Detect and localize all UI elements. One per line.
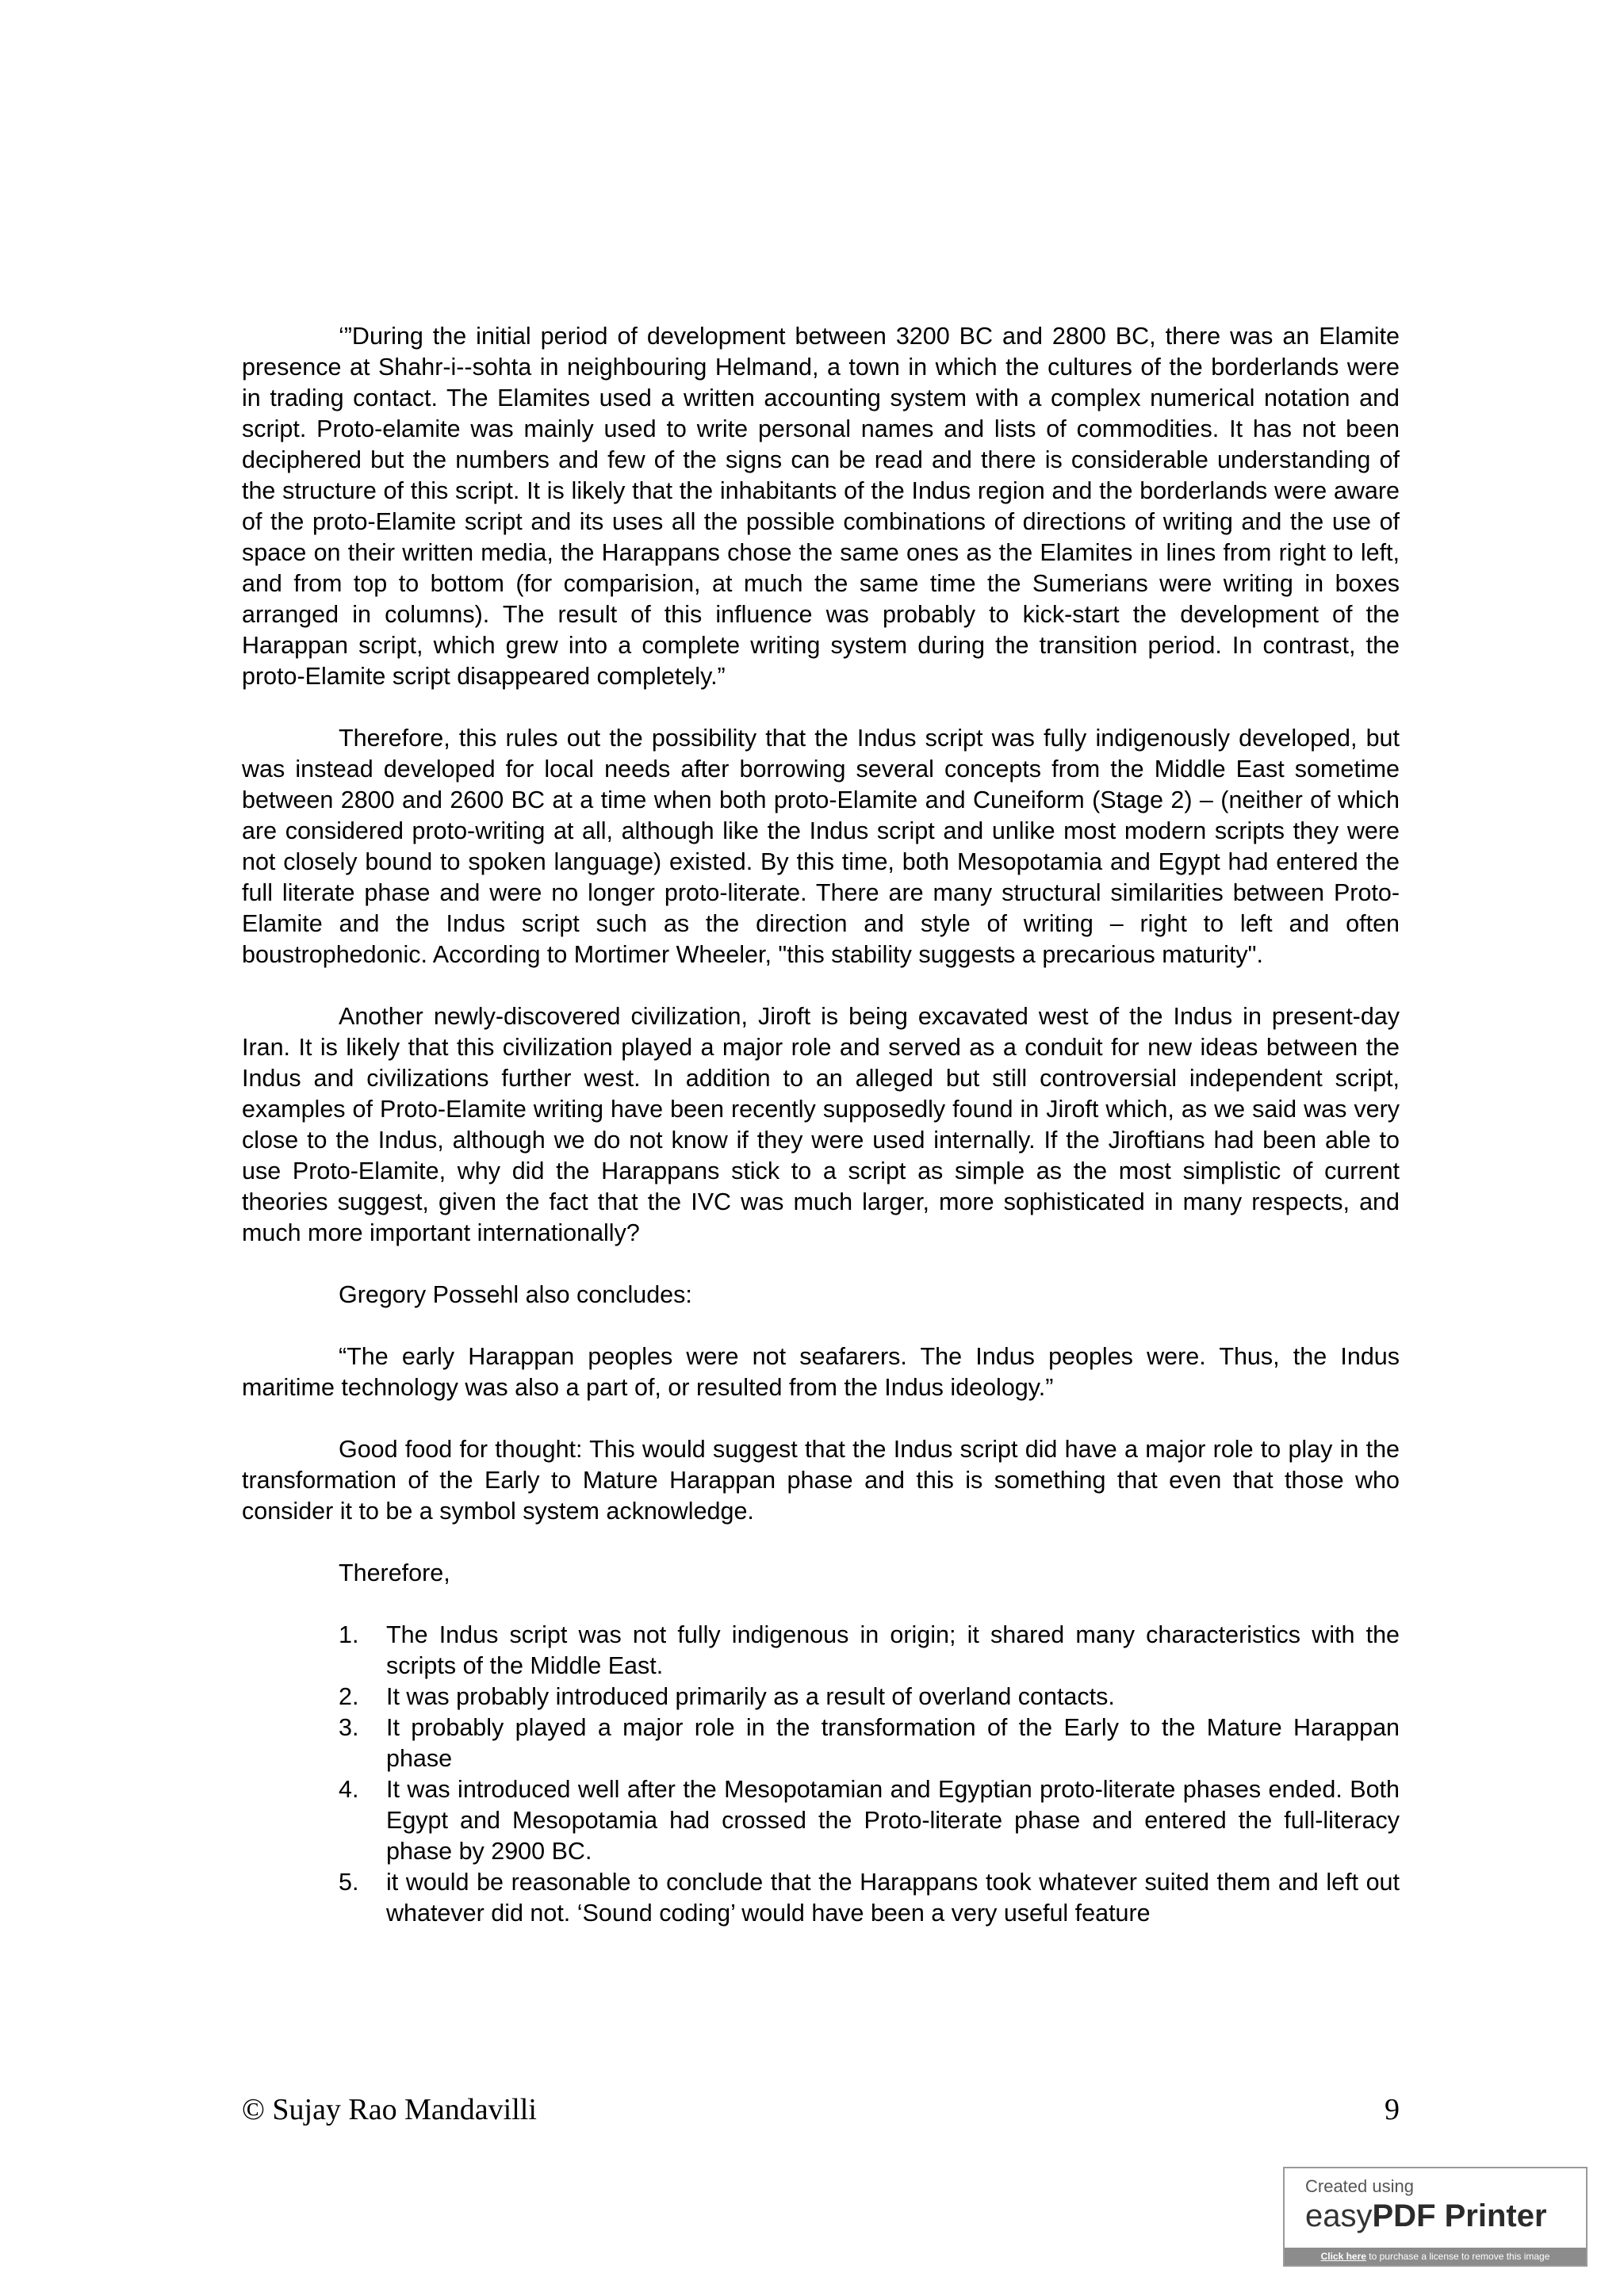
list-item-text: The Indus script was not fully indigenous in origin; it shared many characteristics with the scripts of the Middle East.: [386, 1621, 1400, 1679]
list-item-number: 5.: [339, 1869, 359, 1896]
list-item: [242, 1867, 1400, 1929]
paragraph-indigenous-development: Therefore, this rules out the possibility that the Indus script was fully indigenously developed, but was instead developed for local needs after borrowing several concepts from the Middle East sometime between 2800 and 2600 BC at a time when both proto-Elamite and Cuneiform (Stage 2) – (neither of which are considered proto-writing at all, although like the Indus script and unlike most modern scripts they were not closely bound to spoken language) existed. By this time, both Mesopotamia and Egypt had entered the full literate phase and were no longer proto-literate. There are many structural similarities between Proto-Elamite and the Indus script such as the direction and style of writing – right to left and often boustrophedonic. According to Mortimer Wheeler, "this stability suggests a precarious maturity".: [242, 725, 1400, 968]
page-footer: [242, 2091, 1400, 2128]
list-item-number: 1.: [339, 1621, 359, 1648]
paragraph-possehl-quote: “The early Harappan peoples were not seafarers. The Indus peoples were. Thus, the Indus maritime technology was also a part of, or resulted from the Indus ideology.”: [242, 1343, 1400, 1401]
list-item: [242, 1712, 1400, 1774]
badge-strip-text: to purchase a license to remove this image: [1365, 2251, 1550, 2262]
list-item-text: it would be reasonable to conclude that the Harappans took whatever suited them and left out whatever did not. ‘Sound coding’ would have been a very useful feature: [386, 1869, 1400, 1927]
list-item: [242, 1682, 1400, 1712]
document-body: [242, 321, 1400, 1929]
badge-purchase-strip: [1285, 2248, 1586, 2265]
list-item: [242, 1774, 1400, 1867]
paragraph-food-for-thought: Good food for thought: This would suggest that the Indus script did have a major role to play in the transformation of the Early to Mature Harappan phase and this is something that even that those who consider it to be a symbol system acknowledge.: [242, 1436, 1400, 1525]
paragraph-therefore: Therefore,: [339, 1559, 450, 1586]
list-item-number: 2.: [339, 1683, 359, 1710]
conclusions-list: [242, 1620, 1400, 1929]
list-item-text: It was probably introduced primarily as a result of overland contacts.: [386, 1683, 1115, 1710]
badge-brand: [1305, 2198, 1547, 2234]
list-item-text: It was introduced well after the Mesopotamian and Egyptian proto-literate phases ended. Both Egypt and Mesopotamia had crossed the Proto-literate phase and entered the full-literacy phase by 2900 BC.: [386, 1776, 1400, 1865]
badge-brand-prefix: easy: [1305, 2198, 1373, 2233]
copyright-notice: © Sujay Rao Mandavilli: [242, 2093, 537, 2126]
badge-created-label: Created using: [1305, 2176, 1414, 2196]
list-item: [242, 1620, 1400, 1682]
paragraph-elamite-quote: ‘”During the initial period of development between 3200 BC and 2800 BC, there was an Elamite presence at Shahr-i--sohta in neighbouring Helmand, a town in which the cultures of the borderlands were in trading contact. The Elamites used a written accounting system with a complex numerical notation and script. Proto-elamite was mainly used to write personal names and lists of commodities. It has not been deciphered but the numbers and few of the signs can be read and there is considerable understanding of the structure of this script. It is likely that the inhabitants of the Indus region and the borderlands were aware of the proto-Elamite script and its uses all the possible combinations of directions of writing and the use of space on their written media, the Harappans chose the same ones as the Elamites in lines from right to left, and from top to bottom (for comparision, at much the same time the Sumerians were writing in boxes arranged in columns). The result of this influence was probably to kick-start the development of the Harappan script, which grew into a complete writing system during the transition period. In contrast, the proto-Elamite script disappeared completely.”: [242, 323, 1400, 690]
paragraph-jiroft: Another newly-discovered civilization, Jiroft is being excavated west of the Indus in present-day Iran. It is likely that this civilization played a major role and served as a conduit for new ideas between the Indus and civilizations further west. In addition to an alleged but still controversial independent script, examples of Proto-Elamite writing have been recently supposedly found in Jiroft which, as we said was very close to the Indus, although we do not know if they were used internally. If the Jiroftians had been able to use Proto-Elamite, why did the Harappans stick to a script as simple as the most simplistic of current theories suggest, given the fact that the IVC was much larger, more sophisticated in many respects, and much more important internationally?: [242, 1003, 1400, 1246]
easypdf-watermark-badge[interactable]: [1283, 2167, 1588, 2267]
list-item-text: It probably played a major role in the transformation of the Early to the Mature Harappan phase: [386, 1714, 1400, 1772]
page-number: 9: [1385, 2093, 1400, 2126]
badge-click-here-link[interactable]: Click here: [1320, 2251, 1366, 2262]
paragraph-possehl-intro: Gregory Possehl also concludes:: [339, 1281, 692, 1308]
list-item-number: 4.: [339, 1776, 359, 1803]
list-item-number: 3.: [339, 1714, 359, 1741]
badge-brand-bold: PDF Printer: [1372, 2198, 1547, 2233]
